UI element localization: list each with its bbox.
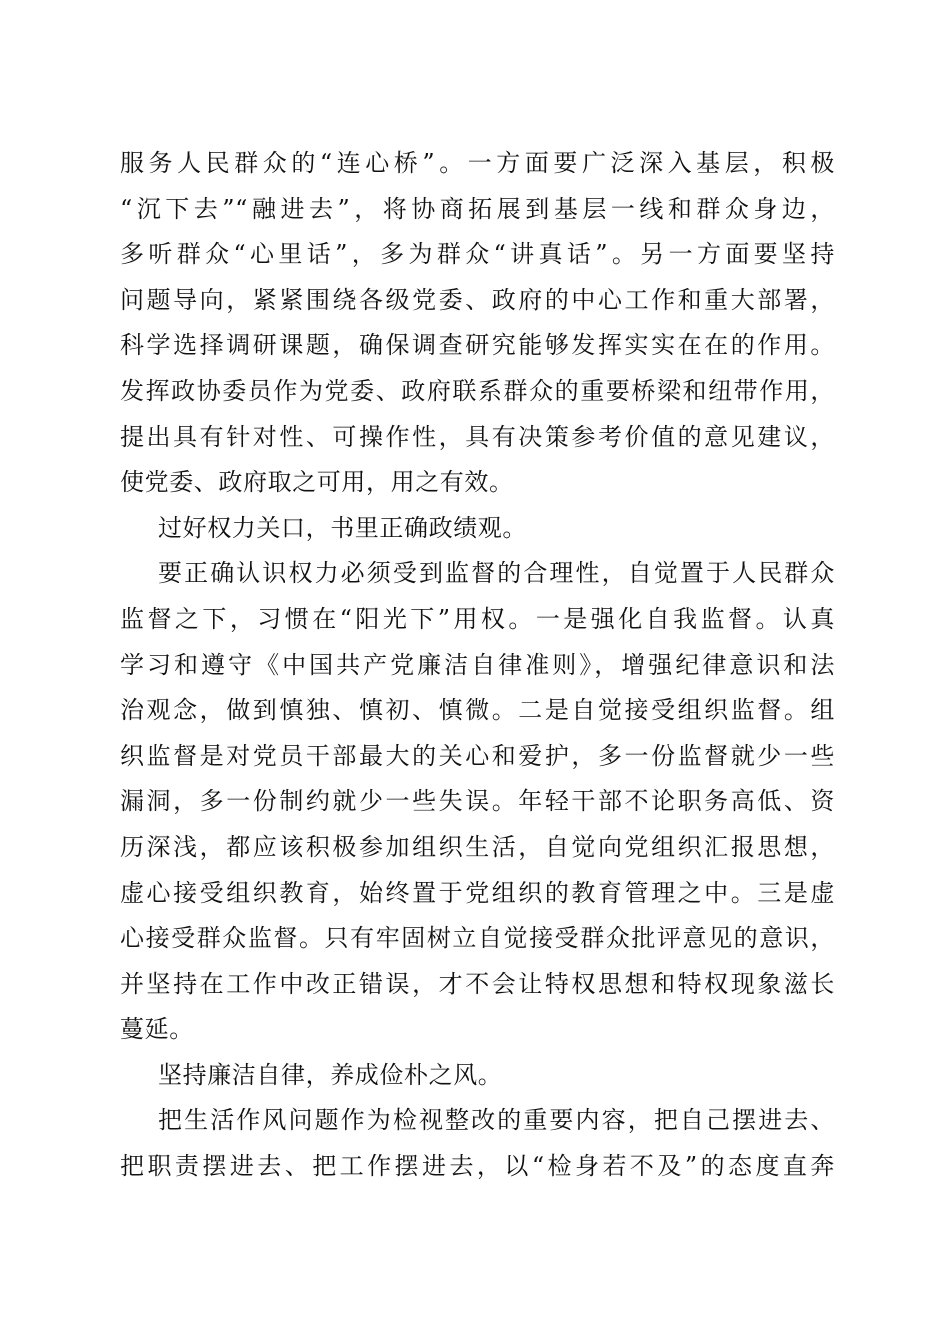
text-line: 蔓延。 — [120, 1015, 194, 1044]
text-line: 虚心接受组织教育，始终置于党组织的教育管理之中。三是虚 — [120, 878, 835, 907]
text-line: 要正确认识权力必须受到监督的合理性，自觉置于人民群众 — [158, 559, 835, 588]
section-heading: 坚持廉洁自律，养成俭朴之风。 — [158, 1060, 503, 1089]
text-line: 学习和遵守《中国共产党廉洁自律准则》，增强纪律意识和法 — [120, 650, 835, 679]
section-heading: 过好权力关口，书里正确政绩观。 — [158, 513, 527, 542]
text-line: 心接受群众监督。只有牢固树立自觉接受群众批评意见的意识， — [120, 924, 835, 953]
text-line: 治观念，做到慎独、慎初、慎微。二是自觉接受组织监督。组 — [120, 696, 835, 725]
text-line: 科学选择调研课题，确保调查研究能够发挥实实在在的作用。 — [120, 331, 835, 360]
document-body — [120, 141, 835, 1190]
text-line: 发挥政协委员作为党委、政府联系群众的重要桥梁和纽带作用， — [120, 376, 835, 405]
text-line: 织监督是对党员干部最大的关心和爱护，多一份监督就少一些 — [120, 741, 835, 770]
text-line: 把职责摆进去、把工作摆进去，以“检身若不及”的态度直奔 — [120, 1152, 835, 1181]
text-line: 多听群众“心里话”，多为群众“讲真话”。另一方面要坚持 — [120, 240, 835, 269]
text-line: 监督之下，习惯在“阳光下”用权。一是强化自我监督。认真 — [120, 604, 835, 633]
text-line: 漏洞，多一份制约就少一些失误。年轻干部不论职务高低、资 — [120, 787, 835, 816]
text-line: 提出具有针对性、可操作性，具有决策参考价值的意见建议， — [120, 422, 835, 451]
text-line: 使党委、政府取之可用，用之有效。 — [120, 468, 514, 497]
text-line: 服务人民群众的“连心桥”。一方面要广泛深入基层，积极 — [120, 149, 835, 177]
text-line: 并坚持在工作中改正错误，才不会让特权思想和特权现象滋长 — [120, 969, 835, 998]
text-line: “沉下去”“融进去”，将协商拓展到基层一线和群众身边， — [120, 194, 835, 223]
text-line: 把生活作风问题作为检视整改的重要内容，把自己摆进去、 — [158, 1106, 835, 1135]
text-line: 问题导向，紧紧围绕各级党委、政府的中心工作和重大部署， — [120, 285, 835, 314]
text-line: 历深浅，都应该积极参加组织生活，自觉向党组织汇报思想， — [120, 832, 835, 861]
